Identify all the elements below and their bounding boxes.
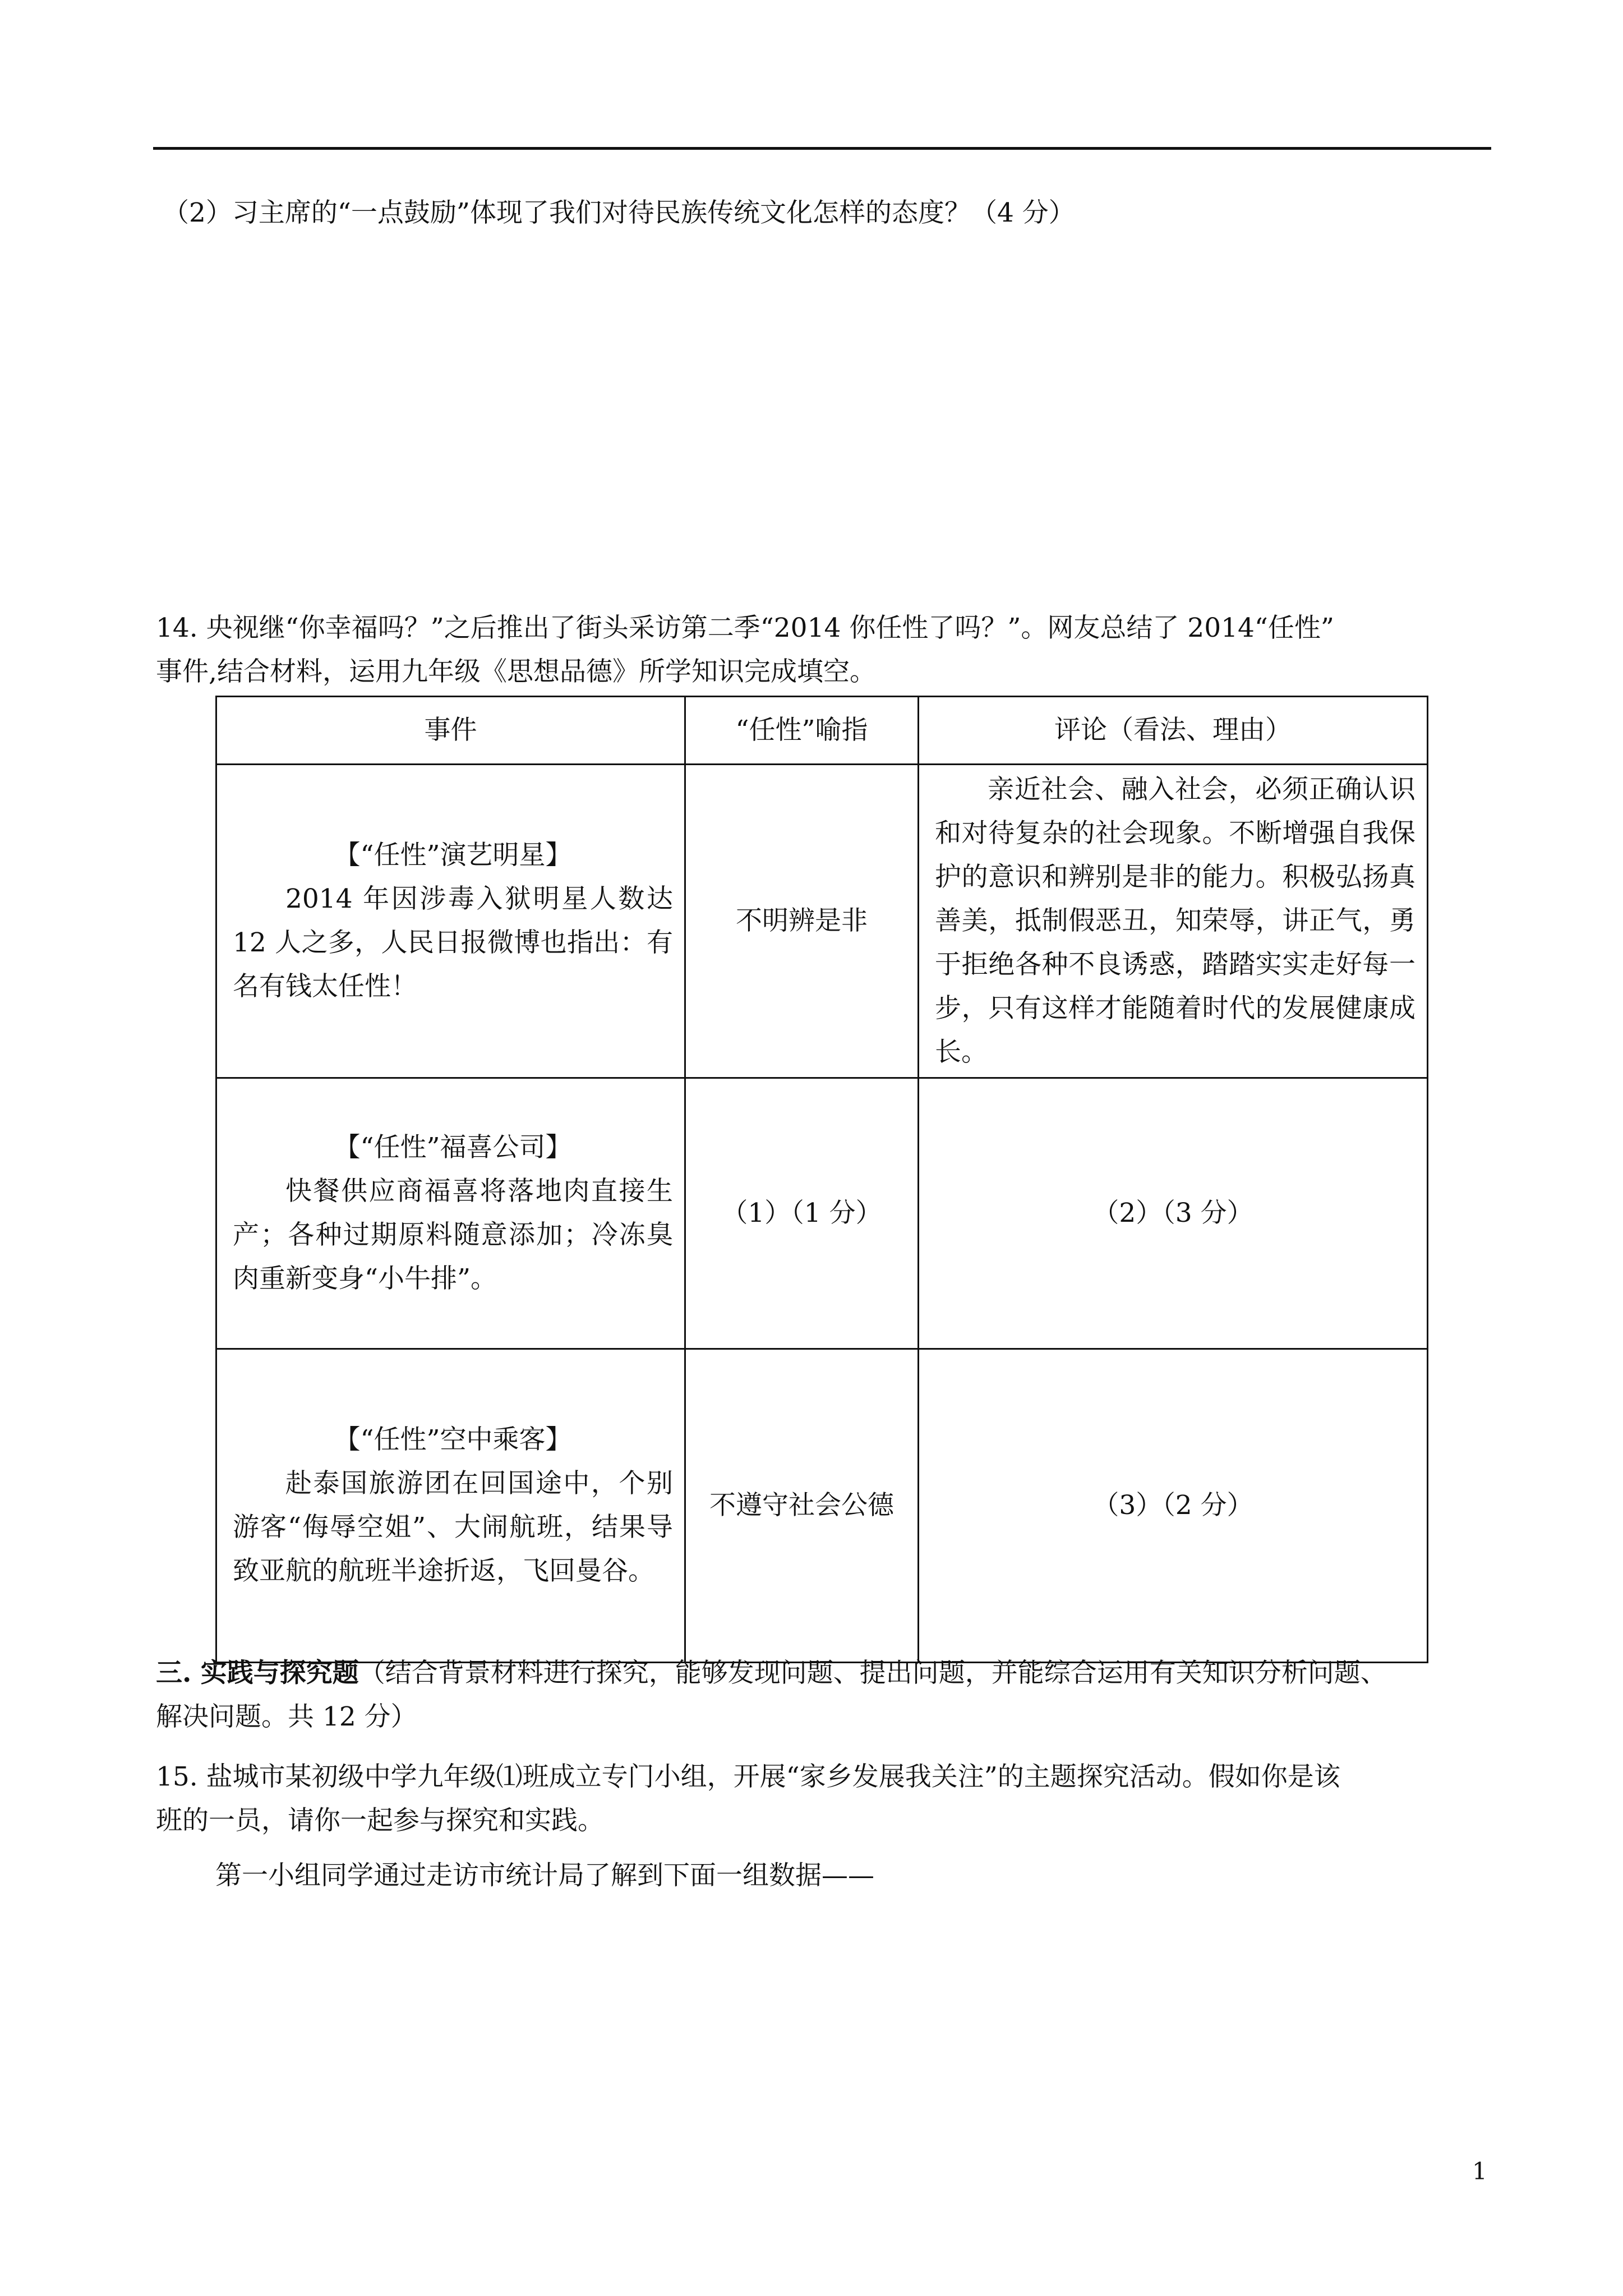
section-3-intro: [156, 1652, 1387, 1695]
event-cell: [216, 765, 685, 1078]
table-row: [216, 765, 1428, 1078]
header-meaning: “任性”喻指: [685, 697, 919, 765]
question-13-part-2: （2）习主席的“一点鼓励”体现了我们对待民族传统文化怎样的态度？（4 分）: [163, 197, 1075, 228]
question-14-line-1: 14. 央视继“你幸福吗？”之后推出了街头采访第二季“2014 你任性了吗？”。网友总结了 2014“任性”: [156, 613, 1334, 643]
event-cell: [216, 1078, 685, 1349]
table-row: [216, 1078, 1428, 1349]
section-3-heading: 三. 实践与探究题: [156, 1658, 359, 1688]
comment-cell: 亲近社会、融入社会，必须正确认识和对待复杂的社会现象。不断增强自我保护的意识和辨别是非的能力。积极弘扬真善美，抵制假恶丑，知荣辱，讲正气，勇于拒绝各种不良诱惑，踏踏实实走好每一步，只有这样才能随着时代的发展健康成长。: [919, 765, 1428, 1078]
question-15-line-1: 15. 盐城市某初级中学九年级⑴班成立专门小组，开展“家乡发展我关注”的主题探究活动。假如你是该: [156, 1761, 1340, 1792]
table-header-row: [216, 697, 1428, 765]
comment-cell: （3）（2 分）: [919, 1349, 1428, 1663]
meaning-cell: 不遵守社会公德: [685, 1349, 919, 1663]
page-number: 1: [1472, 2157, 1487, 2185]
section-3-desc-line-1: （结合背景材料进行探究，能够发现问题、提出问题，并能综合运用有关知识分析问题、: [358, 1658, 1387, 1688]
events-table: [215, 696, 1428, 1663]
event-body: 赴泰国旅游团在回国途中，个别游客“侮辱空姐”、大闹航班，结果导致亚航的航班半途折返，飞回曼谷。: [233, 1468, 673, 1586]
table-row: [216, 1349, 1428, 1663]
header-comment: 评论（看法、理由）: [919, 697, 1428, 765]
event-body: 快餐供应商福喜将落地肉直接生产；各种过期原料随意添加；冷冻臭肉重新变身“小牛排”。: [233, 1176, 673, 1294]
event-title: 【“任性”演艺明星】: [334, 840, 572, 871]
meaning-cell: （1）（1 分）: [685, 1078, 919, 1349]
question-15-line-3: 第一小组同学通过走访市统计局了解到下面一组数据——: [215, 1860, 874, 1891]
event-cell: [216, 1349, 685, 1663]
section-3-desc-line-2: 解决问题。共 12 分）: [156, 1701, 417, 1732]
question-15-line-2: 班的一员，请你一起参与探究和实践。: [156, 1805, 604, 1836]
header-rule: [153, 147, 1491, 150]
event-title: 【“任性”福喜公司】: [334, 1132, 572, 1163]
event-body: 2014 年因涉毒入狱明星人数达 12 人之多，人民日报微博也指出：有名有钱太任性！: [233, 884, 673, 1002]
question-14-line-2: 事件,结合材料，运用九年级《思想品德》所学知识完成填空。: [156, 656, 876, 687]
meaning-cell: 不明辨是非: [685, 765, 919, 1078]
header-event: 事件: [216, 697, 685, 765]
event-title: 【“任性”空中乘客】: [334, 1424, 572, 1455]
comment-cell: （2）（3 分）: [919, 1078, 1428, 1349]
